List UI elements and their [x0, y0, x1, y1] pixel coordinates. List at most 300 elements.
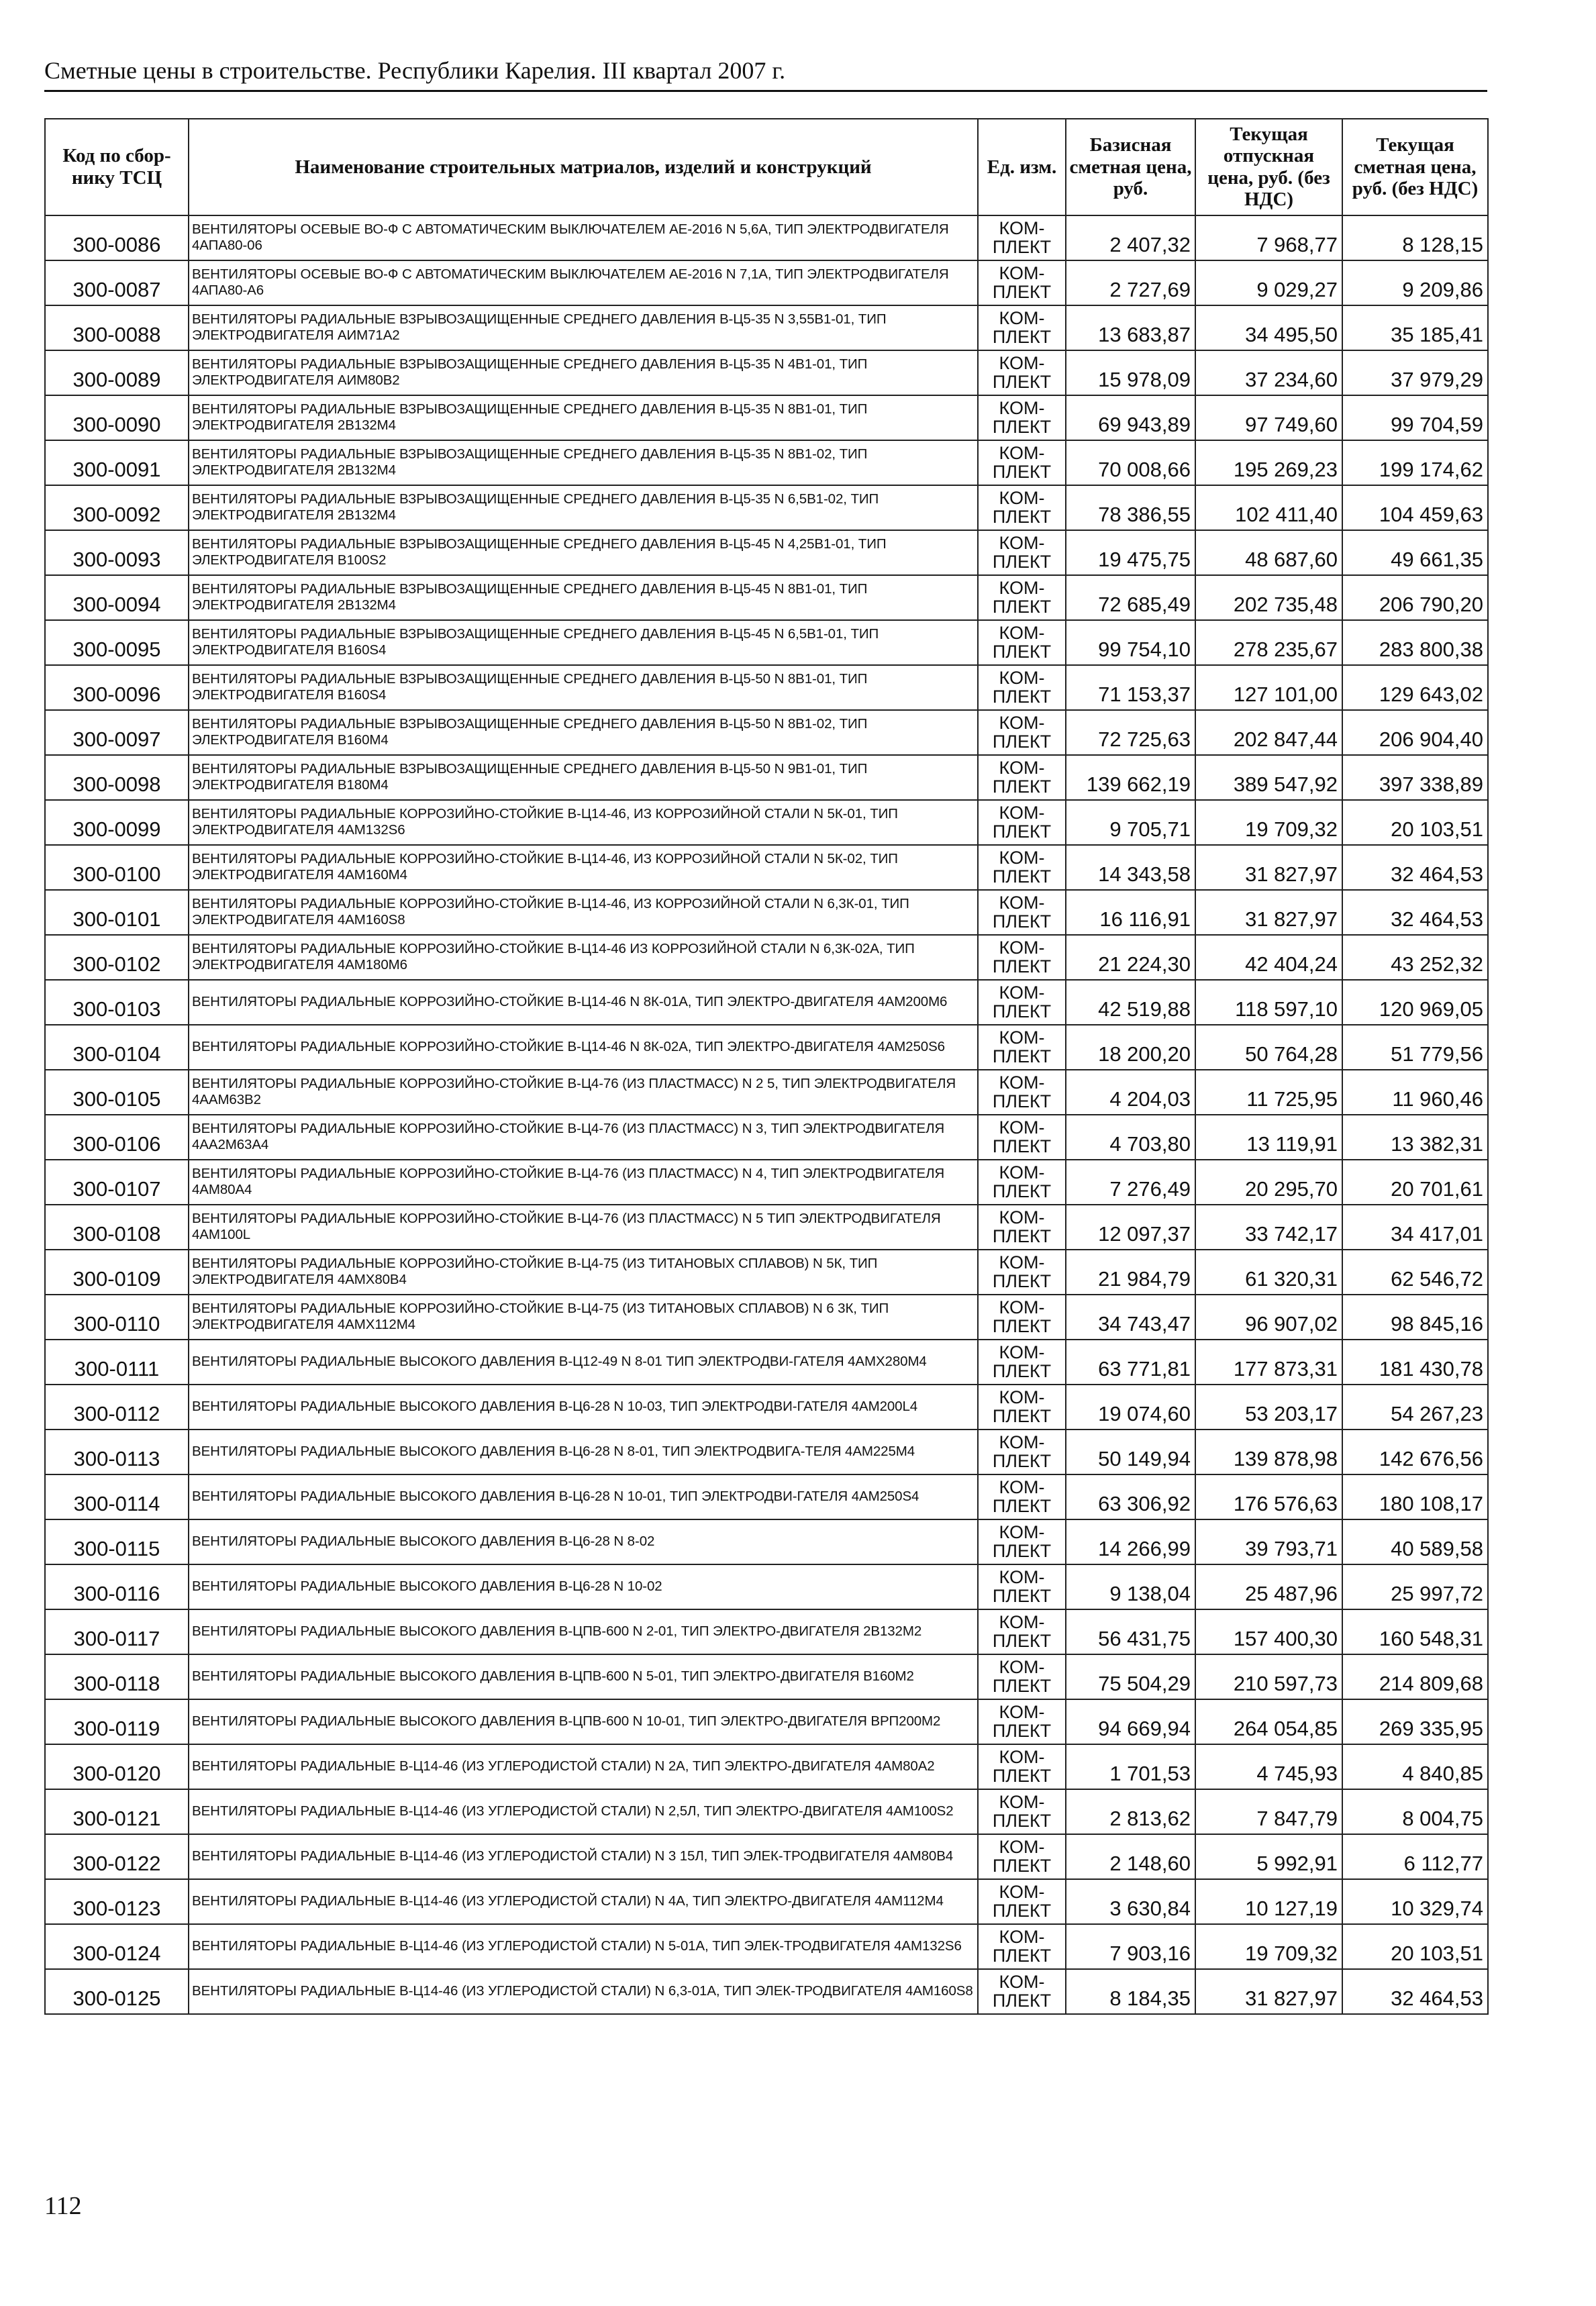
row-unit-line1: КОМ-: [999, 308, 1045, 329]
row-unit: [978, 1070, 1066, 1115]
row-release-price: 176 576,63: [1195, 1474, 1342, 1519]
table-body: [45, 215, 1488, 2014]
row-current-price: 32 464,53: [1342, 1969, 1488, 2014]
row-current-price: 206 904,40: [1342, 710, 1488, 755]
row-unit-line2: ПЛЕКТ: [992, 732, 1052, 752]
row-unit: [978, 1160, 1066, 1205]
row-name: ВЕНТИЛЯТОРЫ РАДИАЛЬНЫЕ КОРРОЗИЙНО-СТОЙКИЕ В-Ц4-76 (ИЗ ПЛАСТМАСС) N 2 5, ТИП ЭЛЕКТРОДВИГАТЕЛЯ 4ААМ63В2: [189, 1070, 978, 1115]
row-base-price: 69 943,89: [1066, 395, 1195, 440]
table-row: [45, 1789, 1488, 1834]
row-unit: [978, 575, 1066, 620]
column-header-current-price: Текущая сметная цена, руб. (без НДС): [1342, 119, 1488, 215]
row-unit-line2: ПЛЕКТ: [992, 507, 1052, 528]
row-unit: [978, 485, 1066, 530]
row-unit: [978, 845, 1066, 890]
row-release-price: 31 827,97: [1195, 845, 1342, 890]
row-unit-line2: ПЛЕКТ: [992, 1316, 1052, 1337]
table-row: [45, 620, 1488, 665]
row-unit-line1: КОМ-: [999, 1027, 1045, 1048]
row-base-price: 1 701,53: [1066, 1744, 1195, 1789]
row-unit: [978, 1340, 1066, 1385]
row-release-price: 278 235,67: [1195, 620, 1342, 665]
column-header-unit: Ед. изм.: [978, 119, 1066, 215]
row-unit-line2: ПЛЕКТ: [992, 552, 1052, 572]
row-unit-line1: КОМ-: [999, 218, 1045, 239]
table-row: [45, 665, 1488, 710]
table-row: [45, 575, 1488, 620]
row-unit-line2: ПЛЕКТ: [992, 372, 1052, 393]
row-current-price: 129 643,02: [1342, 665, 1488, 710]
row-base-price: 2 407,32: [1066, 215, 1195, 260]
row-unit-line1: КОМ-: [999, 758, 1045, 779]
table-row: [45, 260, 1488, 305]
row-release-price: 7 847,79: [1195, 1789, 1342, 1834]
row-unit: [978, 755, 1066, 800]
table-row: [45, 1250, 1488, 1295]
row-unit-line1: КОМ-: [999, 1792, 1045, 1813]
row-unit-line2: ПЛЕКТ: [992, 1586, 1052, 1607]
row-release-price: 202 735,48: [1195, 575, 1342, 620]
row-base-price: 78 386,55: [1066, 485, 1195, 530]
row-current-price: 40 589,58: [1342, 1519, 1488, 1564]
row-unit-line2: ПЛЕКТ: [992, 282, 1052, 303]
row-code: 300-0107: [45, 1160, 189, 1205]
running-title: Сметные цены в строительстве. Республики Карелия. III квартал 2007 г.: [44, 56, 1487, 92]
row-unit: [978, 260, 1066, 305]
row-code: 300-0122: [45, 1834, 189, 1879]
row-unit: [978, 350, 1066, 395]
row-name: ВЕНТИЛЯТОРЫ ОСЕВЫЕ ВО-Ф С АВТОМАТИЧЕСКИМ ВЫКЛЮЧАТЕЛЕМ АЕ-2016 N 7,1А, ТИП ЭЛЕКТРОДВИГАТЕЛЯ 4АПА80-А6: [189, 260, 978, 305]
table-row: [45, 710, 1488, 755]
row-unit-line2: ПЛЕКТ: [992, 821, 1052, 842]
row-current-price: 99 704,59: [1342, 395, 1488, 440]
row-code: 300-0094: [45, 575, 189, 620]
row-release-price: 4 745,93: [1195, 1744, 1342, 1789]
row-code: 300-0086: [45, 215, 189, 260]
row-current-price: 20 103,51: [1342, 800, 1488, 845]
row-code: 300-0106: [45, 1115, 189, 1160]
row-unit: [978, 530, 1066, 575]
row-code: 300-0089: [45, 350, 189, 395]
row-current-price: 4 840,85: [1342, 1744, 1488, 1789]
row-unit-line1: КОМ-: [999, 1117, 1045, 1138]
table-row: [45, 1654, 1488, 1699]
row-release-price: 127 101,00: [1195, 665, 1342, 710]
row-unit-line1: КОМ-: [999, 1702, 1045, 1723]
row-current-price: 214 809,68: [1342, 1654, 1488, 1699]
row-code: 300-0087: [45, 260, 189, 305]
row-unit: [978, 1699, 1066, 1744]
row-unit-line1: КОМ-: [999, 263, 1045, 284]
row-code: 300-0115: [45, 1519, 189, 1564]
table-row: [45, 350, 1488, 395]
row-code: 300-0111: [45, 1340, 189, 1385]
row-unit-line1: КОМ-: [999, 488, 1045, 509]
row-name: ВЕНТИЛЯТОРЫ РАДИАЛЬНЫЕ ВЗРЫВОЗАЩИЩЕННЫЕ СРЕДНЕГО ДАВЛЕНИЯ В-Ц5-35 N 4В1-01, ТИП ЭЛЕКТРОДВИГАТЕЛЯ АИМ80В2: [189, 350, 978, 395]
row-release-price: 37 234,60: [1195, 350, 1342, 395]
row-release-price: 389 547,92: [1195, 755, 1342, 800]
row-base-price: 13 683,87: [1066, 305, 1195, 350]
row-code: 300-0101: [45, 890, 189, 935]
row-unit-line1: КОМ-: [999, 848, 1045, 868]
row-unit-line1: КОМ-: [999, 1342, 1045, 1363]
row-name: ВЕНТИЛЯТОРЫ РАДИАЛЬНЫЕ ВЗРЫВОЗАЩИЩЕННЫЕ СРЕДНЕГО ДАВЛЕНИЯ В-Ц5-35 N 8В1-01, ТИП ЭЛЕКТРОДВИГАТЕЛЯ 2В132М4: [189, 395, 978, 440]
row-unit-line1: КОМ-: [999, 1567, 1045, 1588]
row-release-price: 53 203,17: [1195, 1385, 1342, 1430]
row-code: 300-0118: [45, 1654, 189, 1699]
row-current-price: 37 979,29: [1342, 350, 1488, 395]
row-unit-line1: КОМ-: [999, 713, 1045, 734]
row-code: 300-0099: [45, 800, 189, 845]
table-row: [45, 485, 1488, 530]
row-unit-line1: КОМ-: [999, 1297, 1045, 1318]
row-release-price: 96 907,02: [1195, 1295, 1342, 1340]
row-unit: [978, 1430, 1066, 1474]
row-current-price: 199 174,62: [1342, 440, 1488, 485]
row-code: 300-0113: [45, 1430, 189, 1474]
row-unit-line2: ПЛЕКТ: [992, 1091, 1052, 1112]
row-unit-line1: КОМ-: [999, 578, 1045, 599]
row-release-price: 11 725,95: [1195, 1070, 1342, 1115]
row-name: ВЕНТИЛЯТОРЫ РАДИАЛЬНЫЕ ВЫСОКОГО ДАВЛЕНИЯ В-ЦПВ-600 N 5-01, ТИП ЭЛЕКТРО-ДВИГАТЕЛЯ В160М2: [189, 1654, 978, 1699]
table-row: [45, 1969, 1488, 2014]
row-unit-line1: КОМ-: [999, 668, 1045, 689]
row-name: ВЕНТИЛЯТОРЫ РАДИАЛЬНЫЕ КОРРОЗИЙНО-СТОЙКИЕ В-Ц4-76 (ИЗ ПЛАСТМАСС) N 3, ТИП ЭЛЕКТРОДВИГАТЕЛЯ 4АА2М63А4: [189, 1115, 978, 1160]
table-row: [45, 530, 1488, 575]
row-code: 300-0121: [45, 1789, 189, 1834]
row-name: ВЕНТИЛЯТОРЫ РАДИАЛЬНЫЕ КОРРОЗИЙНО-СТОЙКИЕ В-Ц4-75 (ИЗ ТИТАНОВЫХ СПЛАВОВ) N 5К, ТИП ЭЛЕКТРОДВИГАТЕЛЯ 4АМХ80В4: [189, 1250, 978, 1295]
row-name: ВЕНТИЛЯТОРЫ РАДИАЛЬНЫЕ В-Ц14-46 (ИЗ УГЛЕРОДИСТОЙ СТАЛИ) N 5-01А, ТИП ЭЛЕК-ТРОДВИГАТЕЛЯ 4АМ132S6: [189, 1924, 978, 1969]
row-current-price: 43 252,32: [1342, 935, 1488, 980]
row-unit-line1: КОМ-: [999, 1432, 1045, 1453]
row-unit-line2: ПЛЕКТ: [992, 1856, 1052, 1876]
row-name: ВЕНТИЛЯТОРЫ РАДИАЛЬНЫЕ ВЫСОКОГО ДАВЛЕНИЯ В-Ц12-49 N 8-01 ТИП ЭЛЕКТРОДВИ-ГАТЕЛЯ 4АМХ280М4: [189, 1340, 978, 1385]
table-row: [45, 1025, 1488, 1070]
table-row: [45, 800, 1488, 845]
row-unit-line2: ПЛЕКТ: [992, 1676, 1052, 1697]
row-name: ВЕНТИЛЯТОРЫ РАДИАЛЬНЫЕ ВЗРЫВОЗАЩИЩЕННЫЕ СРЕДНЕГО ДАВЛЕНИЯ В-Ц5-50 N 8В1-02, ТИП ЭЛЕКТРОДВИГАТЕЛЯ В160М4: [189, 710, 978, 755]
row-name: ВЕНТИЛЯТОРЫ РАДИАЛЬНЫЕ В-Ц14-46 (ИЗ УГЛЕРОДИСТОЙ СТАЛИ) N 6,3-01А, ТИП ЭЛЕК-ТРОДВИГАТЕЛЯ 4АМ160S8: [189, 1969, 978, 2014]
price-table: [44, 118, 1489, 2015]
row-base-price: 19 475,75: [1066, 530, 1195, 575]
row-unit-line2: ПЛЕКТ: [992, 1226, 1052, 1247]
row-unit: [978, 935, 1066, 980]
row-unit: [978, 1205, 1066, 1250]
table-row: [45, 1474, 1488, 1519]
row-current-price: 13 382,31: [1342, 1115, 1488, 1160]
row-release-price: 25 487,96: [1195, 1564, 1342, 1609]
row-code: 300-0103: [45, 980, 189, 1025]
row-unit: [978, 305, 1066, 350]
row-current-price: 142 676,56: [1342, 1430, 1488, 1474]
row-base-price: 99 754,10: [1066, 620, 1195, 665]
row-base-price: 16 116,91: [1066, 890, 1195, 935]
table-row: [45, 1699, 1488, 1744]
table-row: [45, 755, 1488, 800]
row-unit-line1: КОМ-: [999, 1252, 1045, 1273]
row-unit-line1: КОМ-: [999, 1972, 1045, 1993]
row-code: 300-0092: [45, 485, 189, 530]
row-unit: [978, 1519, 1066, 1564]
row-unit-line2: ПЛЕКТ: [992, 956, 1052, 977]
row-release-price: 31 827,97: [1195, 890, 1342, 935]
table-row: [45, 1385, 1488, 1430]
row-current-price: 32 464,53: [1342, 890, 1488, 935]
table-row: [45, 1609, 1488, 1654]
row-release-price: 20 295,70: [1195, 1160, 1342, 1205]
row-name: ВЕНТИЛЯТОРЫ РАДИАЛЬНЫЕ ВЫСОКОГО ДАВЛЕНИЯ В-Ц6-28 N 10-03, ТИП ЭЛЕКТРОДВИ-ГАТЕЛЯ 4АМ200L4: [189, 1385, 978, 1430]
row-current-price: 20 701,61: [1342, 1160, 1488, 1205]
row-unit: [978, 665, 1066, 710]
row-name: ВЕНТИЛЯТОРЫ РАДИАЛЬНЫЕ ВЗРЫВОЗАЩИЩЕННЫЕ СРЕДНЕГО ДАВЛЕНИЯ В-Ц5-45 N 4,25В1-01, ТИП ЭЛЕКТРОДВИГАТЕЛЯ В100S2: [189, 530, 978, 575]
row-name: ВЕНТИЛЯТОРЫ РАДИАЛЬНЫЕ В-Ц14-46 (ИЗ УГЛЕРОДИСТОЙ СТАЛИ) N 4А, ТИП ЭЛЕКТРО-ДВИГАТЕЛЯ 4АМ112М4: [189, 1879, 978, 1924]
row-base-price: 2 813,62: [1066, 1789, 1195, 1834]
row-unit-line1: КОМ-: [999, 983, 1045, 1003]
row-release-price: 19 709,32: [1195, 800, 1342, 845]
row-base-price: 4 703,80: [1066, 1115, 1195, 1160]
row-base-price: 71 153,37: [1066, 665, 1195, 710]
row-release-price: 10 127,19: [1195, 1879, 1342, 1924]
row-base-price: 7 276,49: [1066, 1160, 1195, 1205]
row-unit-line1: КОМ-: [999, 1162, 1045, 1183]
row-base-price: 21 224,30: [1066, 935, 1195, 980]
row-name: ВЕНТИЛЯТОРЫ РАДИАЛЬНЫЕ КОРРОЗИЙНО-СТОЙКИЕ В-Ц14-46, ИЗ КОРРОЗИЙНОЙ СТАЛИ N 5К-01, ТИП ЭЛЕКТРОДВИГАТЕЛЯ 4АМ132S6: [189, 800, 978, 845]
row-current-price: 120 969,05: [1342, 980, 1488, 1025]
row-unit: [978, 800, 1066, 845]
row-code: 300-0100: [45, 845, 189, 890]
row-name: ВЕНТИЛЯТОРЫ РАДИАЛЬНЫЕ ВЫСОКОГО ДАВЛЕНИЯ В-Ц6-28 N 10-02: [189, 1564, 978, 1609]
column-header-base-price: Базисная сметная цена, руб.: [1066, 119, 1195, 215]
row-unit: [978, 1295, 1066, 1340]
row-current-price: 6 112,77: [1342, 1834, 1488, 1879]
row-unit-line2: ПЛЕКТ: [992, 1496, 1052, 1517]
row-unit-line2: ПЛЕКТ: [992, 1766, 1052, 1787]
page-number: 112: [44, 2192, 82, 2220]
row-base-price: 3 630,84: [1066, 1879, 1195, 1924]
row-current-price: 181 430,78: [1342, 1340, 1488, 1385]
row-current-price: 104 459,63: [1342, 485, 1488, 530]
row-release-price: 102 411,40: [1195, 485, 1342, 530]
row-unit-line2: ПЛЕКТ: [992, 687, 1052, 707]
row-release-price: 34 495,50: [1195, 305, 1342, 350]
row-base-price: 2 727,69: [1066, 260, 1195, 305]
row-unit: [978, 1385, 1066, 1430]
row-unit: [978, 1474, 1066, 1519]
row-base-price: 19 074,60: [1066, 1385, 1195, 1430]
row-code: 300-0105: [45, 1070, 189, 1115]
row-release-price: 61 320,31: [1195, 1250, 1342, 1295]
row-base-price: 94 669,94: [1066, 1699, 1195, 1744]
row-unit-line2: ПЛЕКТ: [992, 1946, 1052, 1966]
row-name: ВЕНТИЛЯТОРЫ РАДИАЛЬНЫЕ ВЗРЫВОЗАЩИЩЕННЫЕ СРЕДНЕГО ДАВЛЕНИЯ В-Ц5-50 N 9В1-01, ТИП ЭЛЕКТРОДВИГАТЕЛЯ В180М4: [189, 755, 978, 800]
row-name: ВЕНТИЛЯТОРЫ РАДИАЛЬНЫЕ ВЗРЫВОЗАЩИЩЕННЫЕ СРЕДНЕГО ДАВЛЕНИЯ В-Ц5-35 N 8В1-02, ТИП ЭЛЕКТРОДВИГАТЕЛЯ 2В132М4: [189, 440, 978, 485]
row-code: 300-0112: [45, 1385, 189, 1430]
row-current-price: 8 128,15: [1342, 215, 1488, 260]
table-row: [45, 1160, 1488, 1205]
row-name: ВЕНТИЛЯТОРЫ РАДИАЛЬНЫЕ КОРРОЗИЙНО-СТОЙКИЕ В-Ц4-76 (ИЗ ПЛАСТМАСС) N 4, ТИП ЭЛЕКТРОДВИГАТЕЛЯ 4АМ80А4: [189, 1160, 978, 1205]
table-row: [45, 845, 1488, 890]
row-release-price: 202 847,44: [1195, 710, 1342, 755]
row-name: ВЕНТИЛЯТОРЫ РАДИАЛЬНЫЕ ВЗРЫВОЗАЩИЩЕННЫЕ СРЕДНЕГО ДАВЛЕНИЯ В-Ц5-45 N 6,5В1-01, ТИП ЭЛЕКТРОДВИГАТЕЛЯ В160S4: [189, 620, 978, 665]
table-row: [45, 1834, 1488, 1879]
row-current-price: 8 004,75: [1342, 1789, 1488, 1834]
table-row: [45, 1879, 1488, 1924]
row-current-price: 11 960,46: [1342, 1070, 1488, 1115]
row-base-price: 15 978,09: [1066, 350, 1195, 395]
row-unit-line2: ПЛЕКТ: [992, 776, 1052, 797]
row-unit-line1: КОМ-: [999, 353, 1045, 374]
row-code: 300-0097: [45, 710, 189, 755]
row-unit: [978, 1879, 1066, 1924]
table-row: [45, 980, 1488, 1025]
row-release-price: 9 029,27: [1195, 260, 1342, 305]
row-unit: [978, 890, 1066, 935]
row-unit-line1: КОМ-: [999, 893, 1045, 913]
row-name: ВЕНТИЛЯТОРЫ РАДИАЛЬНЫЕ В-Ц14-46 (ИЗ УГЛЕРОДИСТОЙ СТАЛИ) N 2А, ТИП ЭЛЕКТРО-ДВИГАТЕЛЯ 4АМ80А2: [189, 1744, 978, 1789]
row-release-price: 157 400,30: [1195, 1609, 1342, 1654]
row-unit: [978, 1924, 1066, 1969]
row-unit-line2: ПЛЕКТ: [992, 237, 1052, 258]
row-unit-line1: КОМ-: [999, 1072, 1045, 1093]
row-unit-line1: КОМ-: [999, 1522, 1045, 1543]
row-release-price: 33 742,17: [1195, 1205, 1342, 1250]
row-release-price: 39 793,71: [1195, 1519, 1342, 1564]
row-code: 300-0095: [45, 620, 189, 665]
row-base-price: 50 149,94: [1066, 1430, 1195, 1474]
row-unit: [978, 710, 1066, 755]
row-unit: [978, 1834, 1066, 1879]
row-unit-line2: ПЛЕКТ: [992, 1361, 1052, 1382]
row-name: ВЕНТИЛЯТОРЫ РАДИАЛЬНЫЕ ВЫСОКОГО ДАВЛЕНИЯ В-ЦПВ-600 N 10-01, ТИП ЭЛЕКТРО-ДВИГАТЕЛЯ ВРП200М2: [189, 1699, 978, 1744]
row-unit-line1: КОМ-: [999, 803, 1045, 823]
row-unit: [978, 980, 1066, 1025]
row-unit-line2: ПЛЕКТ: [992, 462, 1052, 483]
row-current-price: 10 329,74: [1342, 1879, 1488, 1924]
row-name: ВЕНТИЛЯТОРЫ РАДИАЛЬНЫЕ КОРРОЗИЙНО-СТОЙКИЕ В-Ц14-46 N 8К-01А, ТИП ЭЛЕКТРО-ДВИГАТЕЛЯ 4АМ200М6: [189, 980, 978, 1025]
row-current-price: 9 209,86: [1342, 260, 1488, 305]
row-base-price: 70 008,66: [1066, 440, 1195, 485]
table-row: [45, 215, 1488, 260]
row-code: 300-0123: [45, 1879, 189, 1924]
row-unit-line1: КОМ-: [999, 1837, 1045, 1858]
row-base-price: 34 743,47: [1066, 1295, 1195, 1340]
row-unit: [978, 215, 1066, 260]
row-unit-line2: ПЛЕКТ: [992, 1001, 1052, 1022]
row-name: ВЕНТИЛЯТОРЫ РАДИАЛЬНЫЕ ВЫСОКОГО ДАВЛЕНИЯ В-Ц6-28 N 10-01, ТИП ЭЛЕКТРОДВИ-ГАТЕЛЯ 4АМ250S4: [189, 1474, 978, 1519]
row-unit-line2: ПЛЕКТ: [992, 1451, 1052, 1472]
row-code: 300-0096: [45, 665, 189, 710]
row-code: 300-0098: [45, 755, 189, 800]
row-code: 300-0088: [45, 305, 189, 350]
row-unit: [978, 1564, 1066, 1609]
row-current-price: 206 790,20: [1342, 575, 1488, 620]
row-current-price: 283 800,38: [1342, 620, 1488, 665]
row-unit: [978, 1250, 1066, 1295]
row-base-price: 12 097,37: [1066, 1205, 1195, 1250]
row-code: 300-0093: [45, 530, 189, 575]
row-unit-line1: КОМ-: [999, 1927, 1045, 1948]
row-base-price: 139 662,19: [1066, 755, 1195, 800]
row-code: 300-0114: [45, 1474, 189, 1519]
row-unit-line2: ПЛЕКТ: [992, 1541, 1052, 1562]
row-release-price: 139 878,98: [1195, 1430, 1342, 1474]
row-current-price: 32 464,53: [1342, 845, 1488, 890]
row-code: 300-0124: [45, 1924, 189, 1969]
row-unit-line2: ПЛЕКТ: [992, 417, 1052, 438]
row-current-price: 397 338,89: [1342, 755, 1488, 800]
row-unit-line2: ПЛЕКТ: [992, 1136, 1052, 1157]
row-base-price: 7 903,16: [1066, 1924, 1195, 1969]
row-release-price: 264 054,85: [1195, 1699, 1342, 1744]
row-unit: [978, 440, 1066, 485]
row-current-price: 180 108,17: [1342, 1474, 1488, 1519]
row-code: 300-0090: [45, 395, 189, 440]
row-release-price: 97 749,60: [1195, 395, 1342, 440]
column-header-code: Код по сбор-нику ТСЦ: [45, 119, 189, 215]
row-release-price: 118 597,10: [1195, 980, 1342, 1025]
row-release-price: 42 404,24: [1195, 935, 1342, 980]
row-code: 300-0119: [45, 1699, 189, 1744]
row-current-price: 25 997,72: [1342, 1564, 1488, 1609]
row-unit: [978, 620, 1066, 665]
row-unit-line1: КОМ-: [999, 1207, 1045, 1228]
row-base-price: 2 148,60: [1066, 1834, 1195, 1879]
row-release-price: 13 119,91: [1195, 1115, 1342, 1160]
row-unit-line1: КОМ-: [999, 1612, 1045, 1633]
row-name: ВЕНТИЛЯТОРЫ РАДИАЛЬНЫЕ ВЫСОКОГО ДАВЛЕНИЯ В-ЦПВ-600 N 2-01, ТИП ЭЛЕКТРО-ДВИГАТЕЛЯ 2В132М2: [189, 1609, 978, 1654]
row-name: ВЕНТИЛЯТОРЫ РАДИАЛЬНЫЕ ВЗРЫВОЗАЩИЩЕННЫЕ СРЕДНЕГО ДАВЛЕНИЯ В-Ц5-50 N 8В1-01, ТИП ЭЛЕКТРОДВИГАТЕЛЯ В160S4: [189, 665, 978, 710]
row-code: 300-0108: [45, 1205, 189, 1250]
table-row: [45, 1564, 1488, 1609]
row-unit: [978, 1654, 1066, 1699]
row-name: ВЕНТИЛЯТОРЫ РАДИАЛЬНЫЕ КОРРОЗИЙНО-СТОЙКИЕ В-Ц14-46 N 8К-02А, ТИП ЭЛЕКТРО-ДВИГАТЕЛЯ 4АМ250S6: [189, 1025, 978, 1070]
row-base-price: 4 204,03: [1066, 1070, 1195, 1115]
row-base-price: 56 431,75: [1066, 1609, 1195, 1654]
row-unit: [978, 395, 1066, 440]
table-row: [45, 1744, 1488, 1789]
row-unit-line1: КОМ-: [999, 623, 1045, 644]
row-unit-line2: ПЛЕКТ: [992, 1631, 1052, 1652]
row-name: ВЕНТИЛЯТОРЫ РАДИАЛЬНЫЕ ВЫСОКОГО ДАВЛЕНИЯ В-Ц6-28 N 8-02: [189, 1519, 978, 1564]
row-code: 300-0091: [45, 440, 189, 485]
table-row: [45, 1519, 1488, 1564]
row-unit-line1: КОМ-: [999, 443, 1045, 464]
row-unit-line1: КОМ-: [999, 1882, 1045, 1903]
row-code: 300-0104: [45, 1025, 189, 1070]
row-current-price: 62 546,72: [1342, 1250, 1488, 1295]
row-code: 300-0110: [45, 1295, 189, 1340]
row-name: ВЕНТИЛЯТОРЫ РАДИАЛЬНЫЕ КОРРОЗИЙНО-СТОЙКИЕ В-Ц14-46, ИЗ КОРРОЗИЙНОЙ СТАЛИ N 6,3К-01, ТИП ЭЛЕКТРОДВИГАТЕЛЯ 4АМ160S8: [189, 890, 978, 935]
table-row: [45, 935, 1488, 980]
table-row: [45, 440, 1488, 485]
row-name: ВЕНТИЛЯТОРЫ РАДИАЛЬНЫЕ ВЗРЫВОЗАЩИЩЕННЫЕ СРЕДНЕГО ДАВЛЕНИЯ В-Ц5-35 N 3,55В1-01, ТИП ЭЛЕКТРОДВИГАТЕЛЯ АИМ71А2: [189, 305, 978, 350]
row-base-price: 72 685,49: [1066, 575, 1195, 620]
table-row: [45, 1340, 1488, 1385]
row-name: ВЕНТИЛЯТОРЫ РАДИАЛЬНЫЕ ВЗРЫВОЗАЩИЩЕННЫЕ СРЕДНЕГО ДАВЛЕНИЯ В-Ц5-35 N 6,5В1-02, ТИП ЭЛЕКТРОДВИГАТЕЛЯ 2В132М4: [189, 485, 978, 530]
row-unit-line1: КОМ-: [999, 1657, 1045, 1678]
row-base-price: 9 705,71: [1066, 800, 1195, 845]
row-unit-line2: ПЛЕКТ: [992, 1271, 1052, 1292]
row-base-price: 14 266,99: [1066, 1519, 1195, 1564]
row-code: 300-0117: [45, 1609, 189, 1654]
row-unit-line2: ПЛЕКТ: [992, 866, 1052, 887]
row-release-price: 177 873,31: [1195, 1340, 1342, 1385]
table-row: [45, 1924, 1488, 1969]
row-unit: [978, 1115, 1066, 1160]
table-row: [45, 1070, 1488, 1115]
table-row: [45, 305, 1488, 350]
row-unit-line1: КОМ-: [999, 1477, 1045, 1498]
